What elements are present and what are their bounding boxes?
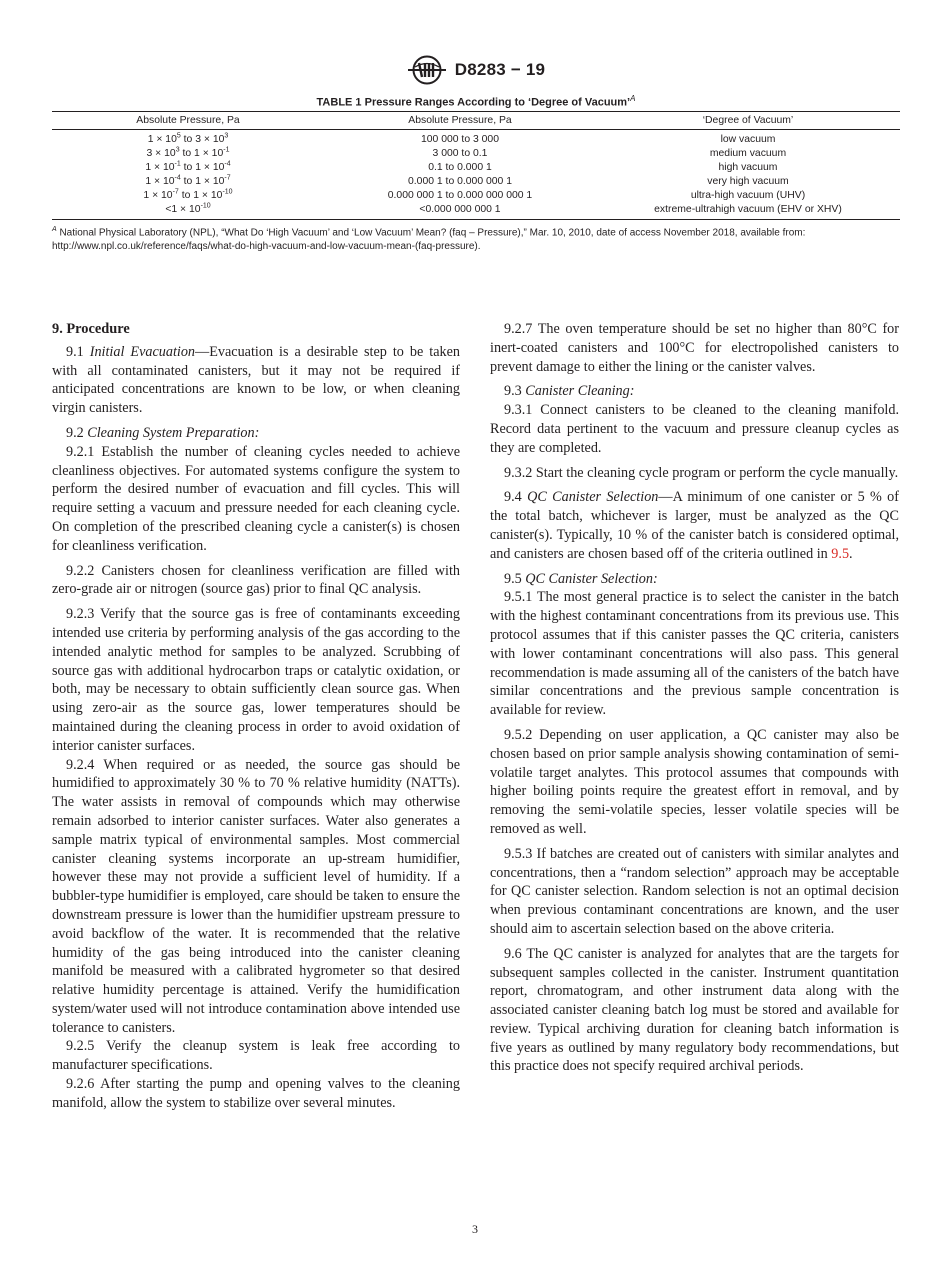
section-9-5-link[interactable]: 9.5 — [831, 545, 850, 562]
column-header: ‘Degree of Vacuum’ — [596, 112, 900, 130]
table-cell: very high vacuum — [707, 176, 789, 187]
paragraph-9-2-4: 9.2.4 When required or as needed, the source gas should be humidified to approximately 30 % to 70 % relative humidity (NATTs). The water assists in removal of compounds which may otherwise remain adsorbed to interior canister surfaces. Water also generates a sample matrix typical of environmental samples. Most commercial canister cleaning systems incorporate an up-stream humidifier, however these may not provide a sufficient level of humidity. If a bubbler-type humidifier is employed, care should be taken to ensure the downstream pressure is lower than the humidifier upstream pressure to avoid backflow of the water. It is recommended that the relative humidity of the gas being introduced into the canister cleaning manifold be measured with a calibrated hygrometer so that desired relative humidity percentage is attained. Verify the humidification system/water used will not introduce contamination above intended use tolerance to canisters. — [52, 756, 460, 1036]
table-cell: 0.000 000 1 to 0.000 000 000 1 — [387, 190, 533, 201]
paragraph-9-2-7: 9.2.7 The oven temperature should be set no higher than 80°C for inert-coated canisters and 100°C for electropolished canisters to prevent damage to either the lining or the canister valves. — [490, 321, 899, 375]
paragraph-9-5: 9.5 QC Canister Selection: — [504, 570, 658, 587]
paragraph-9-3-2: 9.3.2 Start the cleaning cycle program or perform the cycle manually. — [504, 464, 899, 481]
table-header-row — [52, 112, 900, 130]
table-cell: medium vacuum — [709, 148, 787, 159]
column-header: Absolute Pressure, Pa — [324, 112, 596, 130]
table-cell: $1 \times 10^{-7}$ to $1 \times 10^{-10}$ — [143, 188, 233, 201]
paragraph-9-1: 9.1 Initial Evacuation—Evacuation is a desirable step to be taken with all contaminated canisters, but it may not be required if anticipated concentrations are known to be low, or when cleaning virgin canisters. — [52, 343, 460, 417]
table-cell: <0.000 000 000 1 — [324, 203, 596, 220]
table-cell: 0.000 1 to 0.000 000 1 — [408, 176, 512, 187]
column-header: Absolute Pressure, Pa — [52, 112, 324, 130]
paragraph-9-2-3: 9.2.3 Verify that the source gas is free of contaminants exceeding intended use criteria by performing analysis of the gas according to the intended analytic method for samples to be analyzed. Scrubbing of source gas with additional hydrocarbon traps or catalytic oxidation, or both, may be necessary to obtain sufficiently clean source gas. When using zero-air as the source gas, lower temperatures should be maintained during the cleaning process in order to avoid oxidation of interior canister surfaces. — [52, 606, 460, 754]
section-heading: 9. Procedure — [52, 321, 130, 337]
table-row — [52, 130, 900, 148]
right-column — [490, 320, 899, 1076]
table-cell: ultra-high vacuum (UHV) — [690, 190, 806, 201]
table-cell: $<1 \times 10^{-10}$ — [52, 203, 324, 220]
table-caption: TABLE 1 Pressure Ranges According to ‘Degree of Vacuum’$^A$ — [316, 94, 636, 109]
paragraph-9-3-1: 9.3.1 Connect canisters to be cleaned to the cleaning manifold. Record data pertinent to the vacuum and pressure cleanup cycles as they are completed. — [490, 402, 899, 456]
table-cell: $1 \times 10^5$ to $3 \times 10^3$ — [147, 132, 229, 145]
table-cell: $1 \times 10^{-1}$ to $1 \times 10^{-4}$ — [145, 160, 231, 173]
table-row — [52, 161, 900, 175]
table-cell: 100 000 to 3 000 — [420, 134, 499, 145]
table-cell: extreme-ultrahigh vacuum (EHV or XHV) — [596, 203, 900, 220]
document-designation: D8283 − 19 — [454, 60, 546, 79]
left-column — [52, 320, 460, 1113]
table-caption-note: A — [630, 94, 636, 103]
paragraph-9-4: 9.4 QC Canister Selection—A minimum of one canister or 5 % of the total batch, whichever is larger, must be analyzed as the QC canister(s). Typically, 10 % of the canister batch is considered optimal, and canisters are chosen based off of the criteria outlined in 9.5. — [490, 489, 900, 562]
table-cell: high vacuum — [718, 162, 778, 173]
astm-logo-icon — [405, 54, 449, 86]
paragraph-9-5-2: 9.5.2 Depending on user application, a QC canister may also be chosen based on prior sample analysis showing contamination of semi-volatile target analytes. This protocol assumes that compounds with higher boiling points require the greatest effort in removal, and by removing the semi-volatile species, lesser volatile species will be removed as well. — [490, 726, 899, 837]
table-cell: $1 \times 10^{-4}$ to $1 \times 10^{-7}$ — [145, 174, 231, 187]
paragraph-9-5-1: 9.5.1 The most general practice is to select the canister in the batch with the highest contaminant concentrations from its previous use. This protocol assumes that if this canister passes the QC criteria, canisters with lower contaminant concentrations will also pass. This general recommendation is made assuming all of the canisters of the batch have similar concentrations and the previous sample concentration is available for review. — [490, 589, 899, 719]
page-number: 3 — [472, 1222, 478, 1236]
pressure-ranges-table — [52, 111, 900, 220]
table-cell: 0.1 to 0.000 1 — [428, 162, 492, 173]
table-cell: 3 000 to 0.1 — [432, 148, 488, 159]
paragraph-9-5-3: 9.5.3 If batches are created out of canisters with similar analytes and concentrations, then a “random selection” approach may be acceptable for QC canister selection. Random selection is not an optimal decision when previous contaminant concentrations are known, and the user should aim to ascertain selection based on the above criteria. — [490, 845, 899, 937]
paragraph-9-6: 9.6 The QC canister is analyzed for analytes that are the targets for subsequent samples collected in the canister. Instrument quantitation report, chromatogram, and other instrument data along with the associated canister cleaning batch log must be stored and available for review. Typical archiving duration for cleaning batch information is five years as outlined by many regulatory body recommendations, but this practice does not specify required archival periods. — [490, 945, 899, 1075]
paragraph-9-3: 9.3 Canister Cleaning: — [504, 383, 635, 400]
table-row — [52, 147, 900, 161]
paragraph-9-2-2: 9.2.2 Canisters chosen for cleanliness verification are filled with zero-grade air or nitrogen (source gas) prior to final QC analysis. — [52, 562, 460, 598]
table-cell: $3 \times 10^3$ to $1 \times 10^{-1}$ — [146, 146, 230, 159]
paragraph-9-2-1: 9.2.1 Establish the number of cleaning cycles needed to achieve cleanliness objectives. For automated systems configure the system to perform the desired number of evacuation and fill cycles. This will require setting a vacuum and pressure needed for each cleaning cycle. On completion of the prescribed cleaning cycle a canister(s) is chosen for cleanliness verification. — [52, 443, 460, 554]
paragraph-9-2: 9.2 Cleaning System Preparation: — [66, 424, 260, 441]
table-row — [52, 189, 900, 203]
page-header — [0, 54, 950, 86]
table-footnote: $^A$ National Physical Laboratory (NPL), “What Do ‘High Vacuum’ and ‘Low Vacuum’ Mean? (faq – Pressure),” Mar. 10, 2010, date of access November 2018, available from: http://www.npl.co.uk/reference/faqs/what-do-high-vacuum-and-low-vacuum-mean-(faq-pressure). — [52, 226, 806, 253]
paragraph-9-2-6: 9.2.6 After starting the pump and opening valves to the cleaning manifold, allow the system to stabilize over several minutes. — [52, 1076, 460, 1111]
table-row — [52, 203, 900, 220]
paragraph-9-2-5: 9.2.5 Verify the cleanup system is leak free according to manufacturer specifications. — [52, 1038, 460, 1074]
table-row — [52, 175, 900, 189]
table-cell: low vacuum — [720, 134, 776, 145]
